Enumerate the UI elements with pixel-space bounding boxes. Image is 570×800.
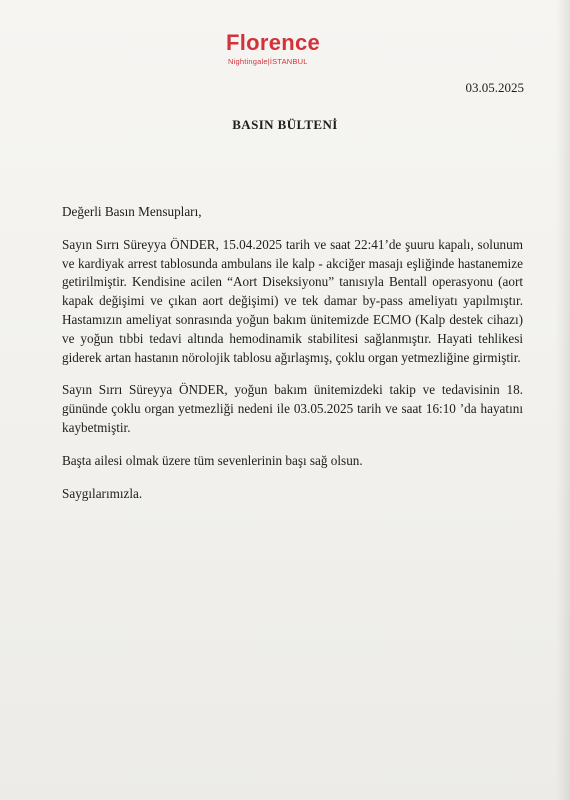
document-title: BASIN BÜLTENİ: [232, 117, 338, 132]
logo-subtitle: Nightingale|İSTANBUL: [228, 57, 308, 66]
closing: Saygılarımızla.: [62, 485, 143, 501]
paragraph-1: Sayın Sırrı Süreyya ÖNDER, 15.04.2025 tarih ve saat 22:41’de şuuru kapalı, solunum ve kardiyak arrest tablosunda ambulans ile kalp - akciğer masajı eşliğinde hastanemize getirilmiştir. Kendisine acilen “Aort Diseksiyonu” tanısıyla Bentall operasyonu (aort kapak değişimi ve çıkan aort değişimi) ve tek damar by-pass ameliyatı yapılmıştır. Hastamızın ameliyat sonrasında yoğun bakım ünitemizde ECMO (Kalp destek cihazı) ve yoğun tıbbi tedavi altında hemodinamik stabilitesi sağlanmıştır. Hayati tehlikesi giderek artan hastanın nörolojik tablosu ağırlaşmış, çoklu organ yetmezliğine girmiştir.: [62, 236, 523, 365]
logo-wordmark: Florence: [226, 30, 321, 55]
greeting: Değerli Basın Mensupları,: [62, 204, 202, 219]
document-date: 03.05.2025: [465, 80, 524, 95]
florence-logo: [226, 30, 346, 76]
paragraph-2: Sayın Sırrı Süreyya ÖNDER, yoğun bakım ünitemizdeki takip ve tedavisinin 18. gününde çoklu organ yetmezliği nedeni ile 03.05.2025 tarih ve saat 16:10 ’da hayatını kaybetmiştir.: [62, 382, 523, 435]
document-body: [62, 203, 523, 517]
paragraph-3: Başta ailesi olmak üzere tüm sevenlerinin başı sağ olsun.: [62, 452, 363, 468]
